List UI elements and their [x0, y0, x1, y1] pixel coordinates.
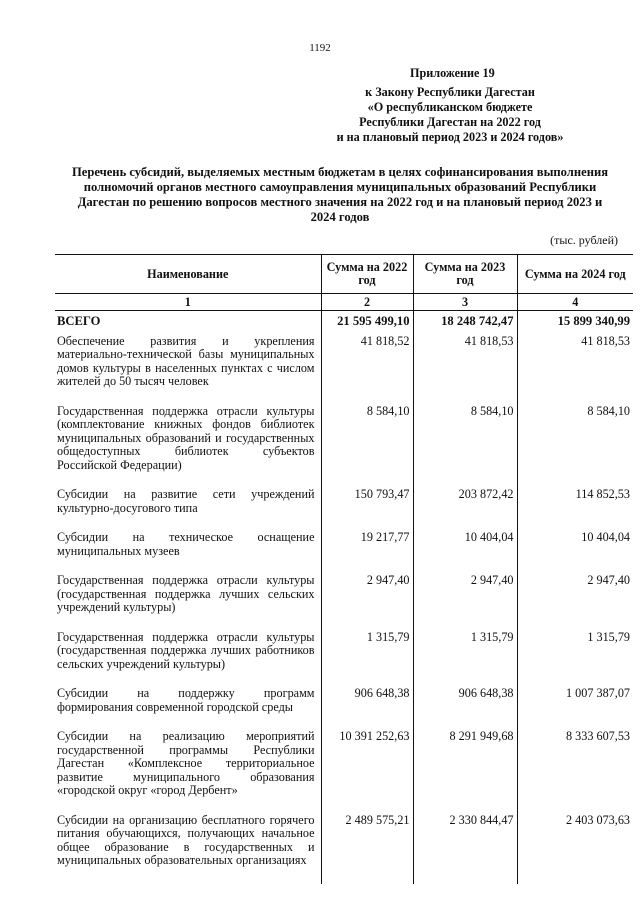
subsidies-table	[55, 254, 633, 884]
row-name: Субсидии на развитие сети учреждений культурно-досугового типа	[57, 487, 315, 515]
table-row	[55, 687, 633, 730]
header-2024: Сумма на 2024 год	[517, 255, 633, 294]
table-row	[55, 405, 633, 489]
table-row	[55, 631, 633, 688]
appendix-line: Республики Дагестан на 2022 год	[359, 115, 541, 129]
row-name: Государственная поддержка отрасли культуры (государственная поддержка лучших работников сельских учреждений культуры)	[57, 629, 315, 671]
column-number: 3	[413, 294, 517, 311]
column-number: 1	[55, 294, 321, 311]
total-label: ВСЕГО	[57, 314, 101, 328]
total-2023: 18 248 742,47	[413, 311, 517, 335]
row-2024: 8 584,10	[517, 405, 633, 489]
row-2022: 41 818,52	[321, 335, 413, 405]
row-2022: 2 947,40	[321, 574, 413, 631]
document-title: Перечень субсидий, выделяемых местным бюджетам в целях софинансирования выполнения полномочий органов местного самоуправления муниципальных образований Республики Дагестан по решению вопросов местного значения на 2022 год и на плановый период 2023 и 2024 годов	[71, 165, 609, 224]
row-2022: 10 391 252,63	[321, 730, 413, 814]
row-2022: 2 489 575,21	[321, 814, 413, 884]
header-2023: Сумма на 2023 год	[413, 255, 517, 294]
row-name: Государственная поддержка отрасли культуры (государственная поддержка лучших сельских учреждений культуры)	[57, 573, 315, 614]
row-2022: 150 793,47	[321, 488, 413, 531]
page-number: 1192	[309, 42, 331, 54]
appendix-line: к Закону Республики Дагестан	[365, 85, 535, 99]
header-2022: Сумма на 2022 год	[321, 255, 413, 294]
row-2023: 8 291 949,68	[413, 730, 517, 814]
appendix-line: и на плановый период 2023 и 2024 годов»	[336, 130, 564, 144]
row-2024: 1 315,79	[517, 631, 633, 688]
total-2024: 15 899 340,99	[517, 311, 633, 335]
table-header-row	[55, 255, 633, 294]
row-2024: 8 333 607,53	[517, 730, 633, 814]
row-2024: 2 947,40	[517, 574, 633, 631]
row-2023: 41 818,53	[413, 335, 517, 405]
row-2023: 10 404,04	[413, 531, 517, 574]
column-number: 4	[517, 294, 633, 311]
column-number-row	[55, 294, 633, 311]
row-name: Государственная поддержка отрасли культуры (комплектование книжных фондов библиотек муниципальных образований и государственных общедоступных библиотек субъектов Российской Федерации)	[57, 403, 315, 472]
appendix-block	[300, 66, 600, 145]
appendix-title: Приложение 19	[410, 66, 495, 80]
row-2022: 19 217,77	[321, 531, 413, 574]
row-name: Субсидии на реализацию мероприятий государственной программы Республики Дагестан «Комплексное территориальное развитие муниципального образования «городской округ «город Дербент»	[57, 729, 315, 797]
row-name: Субсидии на организацию бесплатного горячего питания обучающихся, получающих начальное общее образование в государственных и муниципальных образовательных организациях	[57, 812, 315, 867]
table-row	[55, 335, 633, 405]
row-name: Субсидии на поддержку программ формирования современной городской среды	[57, 686, 315, 714]
row-2024: 10 404,04	[517, 531, 633, 574]
row-2024: 2 403 073,63	[517, 814, 633, 884]
total-2022: 21 595 499,10	[321, 311, 413, 335]
row-2023: 8 584,10	[413, 405, 517, 489]
column-number: 2	[321, 294, 413, 311]
table-row	[55, 488, 633, 531]
row-2022: 906 648,38	[321, 687, 413, 730]
row-2023: 203 872,42	[413, 488, 517, 531]
table-row	[55, 814, 633, 884]
table-row	[55, 574, 633, 631]
header-name: Наименование	[55, 255, 321, 294]
units-label: (тыс. рублей)	[550, 233, 618, 247]
row-name: Обеспечение развития и укрепления материально-технической базы муниципальных домов культуры в населенных пунктах с числом жителей до 50 тысяч человек	[57, 333, 315, 388]
row-2024: 41 818,53	[517, 335, 633, 405]
table-row	[55, 730, 633, 814]
row-2023: 1 315,79	[413, 631, 517, 688]
table-row	[55, 531, 633, 574]
row-2023: 906 648,38	[413, 687, 517, 730]
row-2023: 2 947,40	[413, 574, 517, 631]
row-2024: 1 007 387,07	[517, 687, 633, 730]
total-row	[55, 311, 633, 335]
row-2022: 1 315,79	[321, 631, 413, 688]
row-2024: 114 852,53	[517, 488, 633, 531]
row-2022: 8 584,10	[321, 405, 413, 489]
row-2023: 2 330 844,47	[413, 814, 517, 884]
appendix-line: «О республиканском бюджете	[367, 100, 533, 114]
row-name: Субсидии на техническое оснащение муниципальных музеев	[57, 530, 315, 558]
